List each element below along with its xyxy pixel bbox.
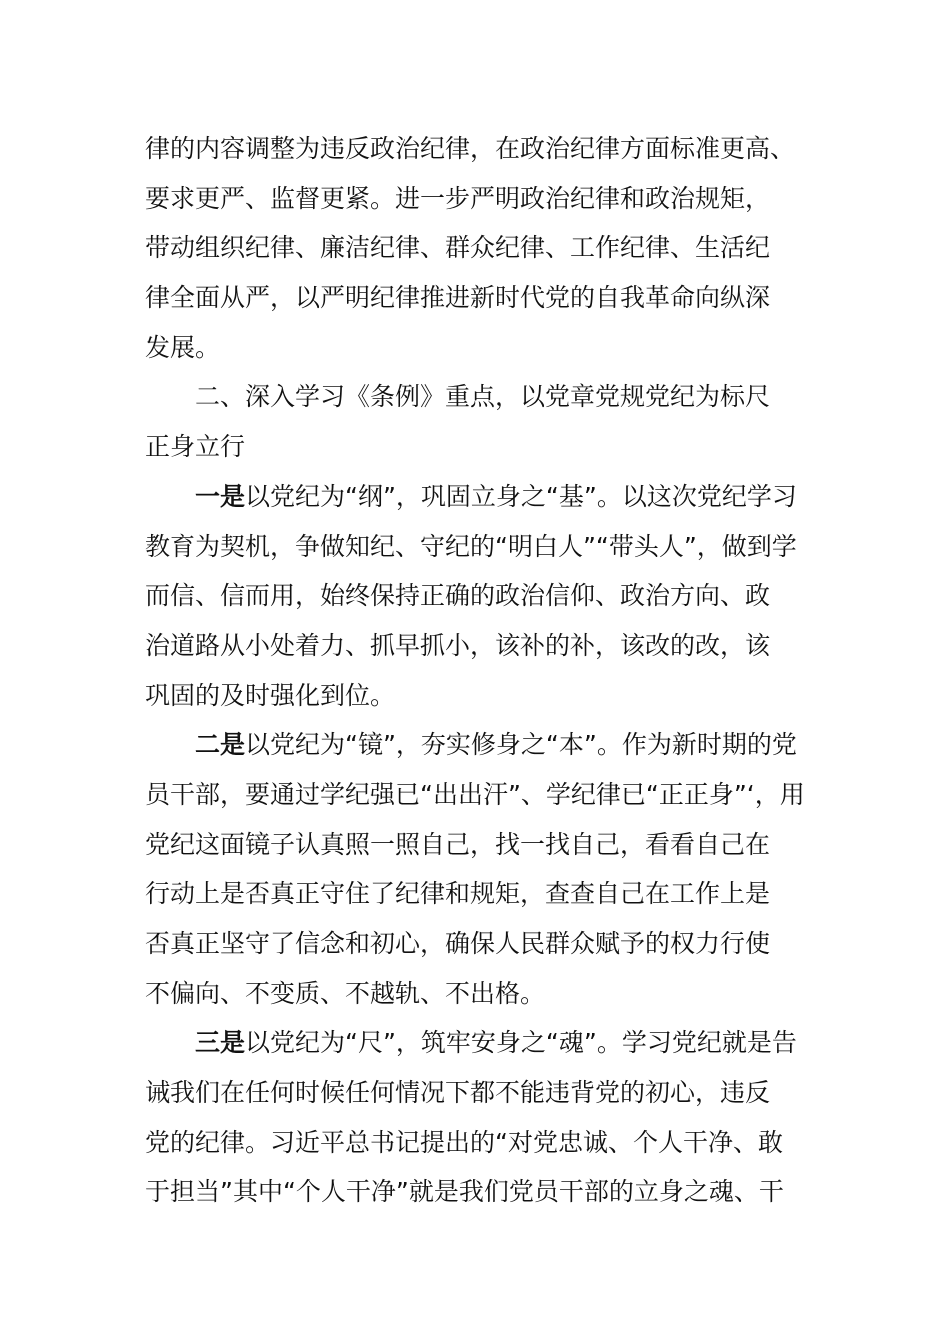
line-text: 以党纪为“纲”，巩固立身之“基”。以这次党纪学习: [245, 481, 797, 511]
text-line: [145, 124, 805, 174]
paragraph-lead: 一是: [195, 481, 246, 511]
text-line: [145, 223, 805, 273]
paragraph-first-line: [145, 720, 805, 770]
body-text: [145, 124, 805, 1217]
section-heading-text: 二、深入学习《条例》重点，以党章党规党纪为标尺: [195, 382, 771, 412]
text-line: [145, 621, 805, 671]
text-line: [145, 323, 805, 373]
line-text: 带动组织纪律、廉洁纪律、群众纪律、工作纪律、生活纪: [145, 233, 771, 263]
line-text: 于担当”其中“个人干净”就是我们党员干部的立身之魂、干: [145, 1177, 784, 1207]
text-line: [145, 969, 805, 1019]
line-text: 治道路从小处着力、抓早抓小，该补的补，该改的改，该: [145, 630, 771, 660]
line-text: 否真正坚守了信念和初心，确保人民群众赋予的权力行使: [145, 929, 771, 958]
line-text: 以党纪为“尺”，筑牢安身之“魂”。学习党纪就是告: [245, 1028, 797, 1058]
paragraph-first-line: [145, 472, 805, 522]
line-text: 律的内容调整为违反政治纪律，在政治纪律方面标准更高、: [145, 134, 796, 163]
line-text: 诫我们在任何时候任何情况下都不能违背党的初心，违反: [145, 1078, 771, 1108]
paragraph-first-line: [145, 1018, 805, 1068]
line-text: 行动上是否真正守住了纪律和规矩，查查自己在工作上是: [145, 879, 771, 909]
paragraph-lead: 二是: [195, 730, 246, 760]
section-heading-line: [145, 372, 805, 422]
line-text: 发展。: [145, 332, 221, 362]
text-line: [145, 522, 805, 572]
text-line: [145, 571, 805, 621]
line-text: 以党纪为“镜”，夯实修身之“本”。作为新时期的党: [245, 730, 797, 760]
text-line: [145, 770, 805, 820]
line-text: 要求更严、监督更紧。进一步严明政治纪律和政治规矩，: [145, 183, 771, 213]
section-heading-line: [145, 422, 805, 472]
text-line: [145, 1068, 805, 1118]
line-text: 党纪这面镜子认真照一照自己，找一找自己，看看自己在: [145, 829, 771, 859]
text-line: [145, 174, 805, 224]
line-text: 律全面从严，以严明纪律推进新时代党的自我革命向纵深: [145, 283, 771, 313]
text-line: [145, 869, 805, 919]
text-line: [145, 1167, 805, 1217]
line-text: 党的纪律。习近平总书记提出的“对党忠诚、个人干净、敢: [145, 1127, 783, 1157]
text-line: [145, 820, 805, 870]
section-heading-text: 正身立行: [145, 432, 246, 462]
text-line: [145, 273, 805, 323]
text-line: [145, 671, 805, 721]
line-text: 不偏向、不变质、不越轨、不出格。: [145, 978, 546, 1008]
text-line: [145, 919, 805, 969]
paragraph-lead: 三是: [195, 1028, 246, 1058]
line-text: 员干部，要通过学纪强已“出出汗”、学纪律已“正正身”‘，用: [145, 779, 805, 809]
line-text: 而信、信而用，始终保持正确的政治信仰、政治方向、政: [145, 581, 771, 611]
line-text: 教育为契机，争做知纪、守纪的“明白人”“带头人”，做到学: [145, 531, 797, 561]
text-line: [145, 1118, 805, 1168]
line-text: 巩固的及时强化到位。: [145, 680, 396, 710]
